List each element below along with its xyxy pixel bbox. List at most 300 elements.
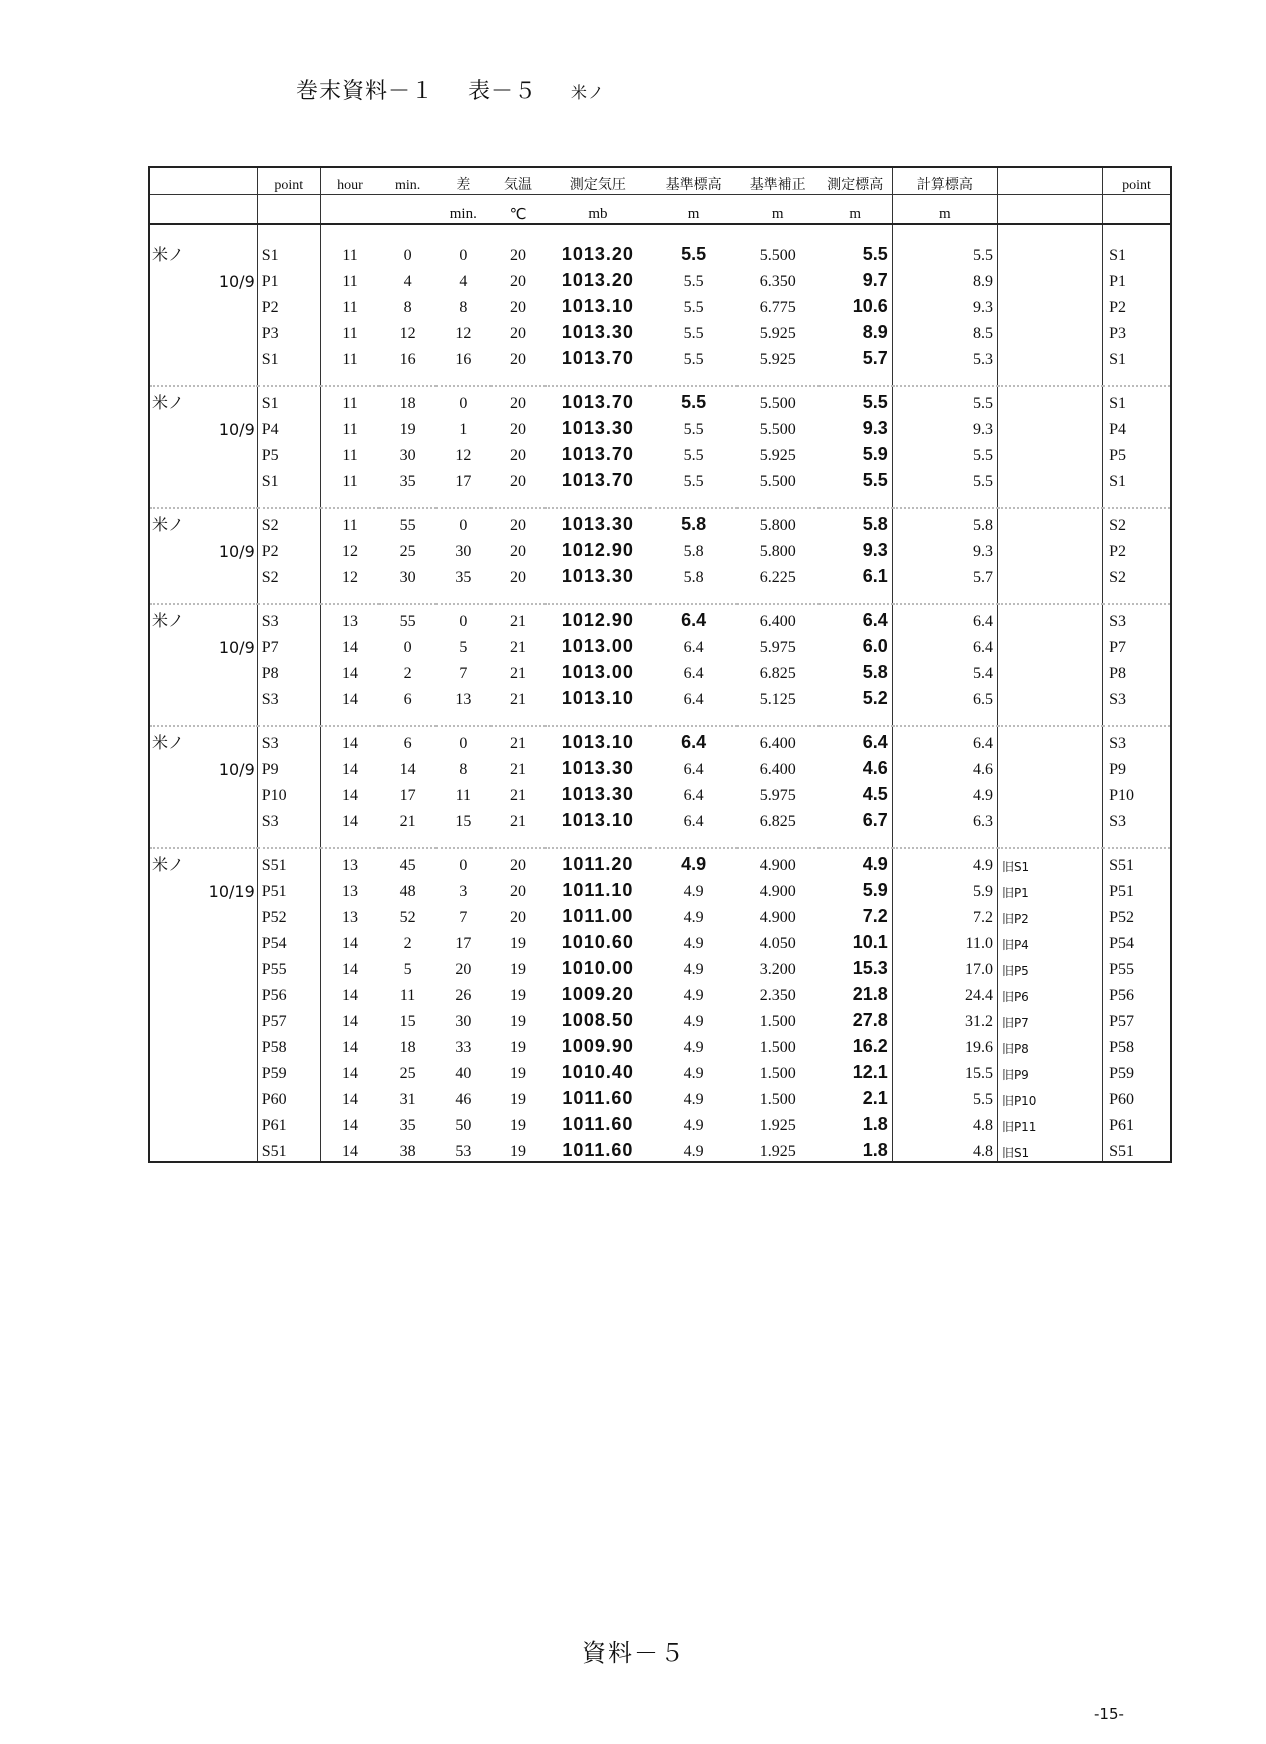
base-elev-cell: 5.8 — [683, 569, 704, 586]
calc-elev-cell: 5.5 — [892, 239, 997, 265]
extra-note-cell — [997, 657, 1102, 683]
separator-cell — [892, 587, 997, 604]
pressure-cell: 1013.10 — [561, 296, 634, 316]
footer-label: 資料－５ — [582, 1639, 686, 1667]
diff-cell: 35 — [455, 569, 472, 586]
group-cell-empty — [150, 1109, 257, 1135]
extra-note-cell: 旧P4 — [997, 927, 1102, 953]
separator-cell — [150, 831, 257, 848]
meas-elev-cell: 9.7 — [862, 270, 888, 290]
base-elev-cell: 5.5 — [683, 299, 704, 316]
min-cell: 19 — [399, 421, 416, 438]
table-row — [150, 1083, 1170, 1109]
table-row — [150, 1109, 1170, 1135]
point-right-cell: P2 — [1103, 291, 1170, 317]
point-right-cell: P9 — [1103, 753, 1170, 779]
separator-cell — [257, 491, 320, 508]
header-base-elev: 基準標高 — [650, 168, 736, 195]
base-elev-cell: 5.5 — [683, 351, 704, 368]
hour-cell: 11 — [320, 291, 379, 317]
pressure-cell: 1008.50 — [561, 1010, 634, 1030]
base-corr-cell: 6.825 — [759, 665, 796, 682]
separator-cell — [819, 491, 893, 508]
point-right-cell: P10 — [1103, 779, 1170, 805]
group-separator — [150, 587, 1170, 604]
meas-elev-cell: 21.8 — [852, 984, 888, 1004]
group-label: 米ノ — [152, 245, 185, 264]
table-row — [150, 631, 1170, 657]
temp-cell: 19 — [509, 1117, 526, 1134]
pressure-cell: 1013.00 — [561, 636, 634, 656]
base-elev-cell: 5.8 — [681, 514, 707, 534]
separator-cell — [997, 709, 1102, 726]
calc-elev-cell: 6.5 — [892, 683, 997, 709]
unit-calc-elev: m — [892, 195, 997, 225]
calc-elev-cell: 9.3 — [892, 535, 997, 561]
point-right-cell: S3 — [1103, 805, 1170, 831]
separator-cell — [819, 369, 893, 386]
calc-elev-cell: 4.6 — [892, 753, 997, 779]
page-number: -15- — [1094, 1705, 1124, 1723]
hour-cell: 13 — [320, 604, 379, 631]
separator-cell — [436, 831, 491, 848]
table-row — [150, 1005, 1170, 1031]
top-spacer — [150, 224, 1170, 239]
calc-elev-cell: 5.9 — [892, 875, 997, 901]
pressure-cell: 1013.70 — [561, 392, 634, 412]
base-corr-cell: 4.900 — [759, 909, 796, 926]
point-cell: P5 — [257, 439, 320, 465]
base-elev-cell: 6.4 — [683, 813, 704, 830]
extra-note-cell: 旧P5 — [997, 953, 1102, 979]
separator-cell — [320, 369, 379, 386]
point-cell: P52 — [257, 901, 320, 927]
unit-extra — [997, 195, 1102, 225]
calc-elev-cell: 5.4 — [892, 657, 997, 683]
extra-note-cell — [997, 753, 1102, 779]
table-row — [150, 753, 1170, 779]
base-elev-cell: 5.5 — [683, 273, 704, 290]
separator-cell — [436, 709, 491, 726]
separator-cell — [737, 587, 819, 604]
base-elev-cell: 4.9 — [683, 883, 704, 900]
base-corr-cell: 6.400 — [759, 613, 796, 630]
base-corr-cell: 5.925 — [759, 325, 796, 342]
spacer-cell — [379, 224, 436, 239]
separator-cell — [819, 831, 893, 848]
calc-elev-cell: 11.0 — [892, 927, 997, 953]
pressure-cell: 1013.10 — [561, 732, 634, 752]
pressure-cell: 1009.90 — [561, 1036, 634, 1056]
diff-cell: 33 — [455, 1039, 472, 1056]
hour-cell: 11 — [320, 508, 379, 535]
extra-note-cell — [997, 805, 1102, 831]
calc-elev-cell: 4.8 — [892, 1135, 997, 1161]
table-row — [150, 848, 1170, 875]
base-corr-cell: 1.500 — [759, 1065, 796, 1082]
point-right-cell: S3 — [1103, 604, 1170, 631]
base-corr-cell: 1.925 — [759, 1143, 796, 1160]
point-right-cell: S1 — [1103, 386, 1170, 413]
table-row — [150, 465, 1170, 491]
group-cell-empty — [150, 805, 257, 831]
header-diff: 差 — [436, 168, 491, 195]
meas-elev-cell: 8.9 — [862, 322, 888, 342]
separator-cell — [379, 709, 436, 726]
pressure-cell: 1009.20 — [561, 984, 634, 1004]
diff-cell: 8 — [459, 761, 468, 778]
pressure-cell: 1011.20 — [562, 854, 634, 874]
calc-elev-cell: 5.5 — [892, 439, 997, 465]
hour-cell: 12 — [320, 561, 379, 587]
temp-cell: 20 — [509, 351, 526, 368]
table-row — [150, 979, 1170, 1005]
title-part-2: 表－５ — [468, 79, 538, 104]
hour-cell: 13 — [320, 901, 379, 927]
extra-note-cell: 旧P7 — [997, 1005, 1102, 1031]
temp-cell: 21 — [509, 665, 526, 682]
point-cell: P7 — [257, 631, 320, 657]
extra-note-cell — [997, 604, 1102, 631]
unit-base-elev: m — [650, 195, 736, 225]
point-right-cell: P4 — [1103, 413, 1170, 439]
group-cell-empty — [150, 343, 257, 369]
separator-cell — [997, 369, 1102, 386]
table-header — [150, 168, 1170, 224]
table-row — [150, 1135, 1170, 1161]
temp-cell: 19 — [509, 1091, 526, 1108]
base-elev-cell: 5.5 — [683, 421, 704, 438]
separator-cell — [650, 709, 736, 726]
group-cell-empty — [150, 465, 257, 491]
spacer-cell — [892, 224, 997, 239]
diff-cell: 0 — [459, 735, 468, 752]
diff-cell: 11 — [455, 787, 472, 804]
calc-elev-cell: 4.9 — [892, 779, 997, 805]
point-right-cell: P59 — [1103, 1057, 1170, 1083]
spacer-cell — [1103, 224, 1170, 239]
base-elev-cell: 4.9 — [683, 935, 704, 952]
extra-note-cell: 旧S1 — [997, 1135, 1102, 1161]
table-row — [150, 1057, 1170, 1083]
point-cell: P56 — [257, 979, 320, 1005]
temp-cell: 20 — [509, 273, 526, 290]
min-cell: 16 — [399, 351, 416, 368]
separator-cell — [650, 831, 736, 848]
extra-note-cell: 旧P11 — [997, 1109, 1102, 1135]
header-hour: hour — [320, 168, 379, 195]
separator-cell — [320, 587, 379, 604]
base-corr-cell: 6.400 — [759, 735, 796, 752]
diff-cell: 53 — [455, 1143, 472, 1160]
pressure-cell: 1013.30 — [561, 784, 634, 804]
extra-note-cell: 旧P2 — [997, 901, 1102, 927]
hour-cell: 14 — [320, 1031, 379, 1057]
meas-elev-cell: 1.8 — [862, 1114, 888, 1134]
base-corr-cell: 3.200 — [759, 961, 796, 978]
point-cell: S3 — [257, 805, 320, 831]
meas-elev-cell: 10.6 — [852, 296, 888, 316]
base-elev-cell: 6.4 — [681, 610, 707, 630]
temp-cell: 20 — [509, 883, 526, 900]
diff-cell: 30 — [455, 543, 472, 560]
spacer-cell — [545, 224, 650, 239]
calc-elev-cell: 19.6 — [892, 1031, 997, 1057]
calc-elev-cell: 31.2 — [892, 1005, 997, 1031]
header-min: min. — [379, 168, 436, 195]
separator-cell — [257, 587, 320, 604]
point-right-cell: P5 — [1103, 439, 1170, 465]
min-cell: 55 — [399, 517, 416, 534]
group-label: 米ノ — [152, 611, 185, 630]
diff-cell: 0 — [459, 857, 468, 874]
point-cell: P8 — [257, 657, 320, 683]
min-cell: 2 — [403, 935, 412, 952]
base-corr-cell: 6.400 — [759, 761, 796, 778]
base-corr-cell: 4.050 — [759, 935, 796, 952]
diff-cell: 8 — [459, 299, 468, 316]
temp-cell: 21 — [509, 691, 526, 708]
base-corr-cell: 5.975 — [759, 639, 796, 656]
point-right-cell: P55 — [1103, 953, 1170, 979]
point-cell: P4 — [257, 413, 320, 439]
temp-cell: 19 — [509, 1143, 526, 1160]
separator-cell — [320, 709, 379, 726]
hour-cell: 11 — [320, 465, 379, 491]
meas-elev-cell: 5.2 — [862, 688, 888, 708]
separator-cell — [491, 369, 546, 386]
base-elev-cell: 6.4 — [683, 761, 704, 778]
base-elev-cell: 5.5 — [683, 473, 704, 490]
min-cell: 5 — [403, 961, 412, 978]
meas-elev-cell: 2.1 — [862, 1088, 888, 1108]
unit-point-right — [1103, 195, 1170, 225]
group-label: 米ノ — [152, 733, 185, 752]
spacer-cell — [257, 224, 320, 239]
diff-cell: 5 — [459, 639, 468, 656]
separator-cell — [545, 709, 650, 726]
temp-cell: 20 — [509, 447, 526, 464]
base-corr-cell: 1.925 — [759, 1117, 796, 1134]
point-cell: S2 — [257, 561, 320, 587]
temp-cell: 20 — [509, 857, 526, 874]
base-corr-cell: 6.225 — [759, 569, 796, 586]
calc-elev-cell: 8.5 — [892, 317, 997, 343]
group-cell-empty — [150, 657, 257, 683]
base-corr-cell: 5.800 — [759, 543, 796, 560]
group-cell-empty — [150, 1135, 257, 1161]
point-right-cell: S51 — [1103, 1135, 1170, 1161]
diff-cell: 1 — [459, 421, 468, 438]
group-cell-empty — [150, 683, 257, 709]
group-cell-empty — [150, 901, 257, 927]
separator-cell — [1103, 831, 1170, 848]
diff-cell: 40 — [455, 1065, 472, 1082]
meas-elev-cell: 5.8 — [862, 662, 888, 682]
min-cell: 30 — [399, 569, 416, 586]
point-right-cell: P1 — [1103, 265, 1170, 291]
hour-cell: 14 — [320, 753, 379, 779]
hour-cell: 14 — [320, 1135, 379, 1161]
spacer-cell — [819, 224, 893, 239]
separator-cell — [257, 369, 320, 386]
hour-cell: 12 — [320, 535, 379, 561]
base-elev-cell: 4.9 — [683, 1143, 704, 1160]
separator-cell — [379, 491, 436, 508]
diff-cell: 15 — [455, 813, 472, 830]
diff-cell: 0 — [459, 613, 468, 630]
extra-note-cell — [997, 508, 1102, 535]
hour-cell: 14 — [320, 657, 379, 683]
extra-note-cell: 旧P6 — [997, 979, 1102, 1005]
point-right-cell: P58 — [1103, 1031, 1170, 1057]
temp-cell: 20 — [509, 569, 526, 586]
table-body — [150, 224, 1170, 1161]
group-cell-empty — [150, 1005, 257, 1031]
temp-cell: 20 — [509, 325, 526, 342]
extra-note-cell — [997, 291, 1102, 317]
extra-note-cell — [997, 413, 1102, 439]
pressure-cell: 1013.00 — [561, 662, 634, 682]
pressure-cell: 1013.10 — [561, 688, 634, 708]
pressure-cell: 1012.90 — [561, 540, 634, 560]
table-row — [150, 604, 1170, 631]
min-cell: 35 — [399, 473, 416, 490]
hour-cell: 14 — [320, 779, 379, 805]
point-cell: P2 — [257, 291, 320, 317]
diff-cell: 17 — [455, 473, 472, 490]
base-corr-cell: 5.500 — [759, 247, 796, 264]
extra-note-cell — [997, 265, 1102, 291]
group-label: 米ノ — [152, 393, 185, 412]
calc-elev-cell: 17.0 — [892, 953, 997, 979]
survey-table-container — [148, 166, 1172, 1163]
hour-cell: 14 — [320, 979, 379, 1005]
group-date: 10/9 — [218, 420, 255, 439]
pressure-cell: 1011.60 — [562, 1140, 634, 1160]
point-cell: P10 — [257, 779, 320, 805]
meas-elev-cell: 9.3 — [862, 418, 888, 438]
min-cell: 45 — [399, 857, 416, 874]
spacer-cell — [997, 224, 1102, 239]
separator-cell — [650, 587, 736, 604]
diff-cell: 12 — [455, 325, 472, 342]
point-right-cell: S2 — [1103, 508, 1170, 535]
hour-cell: 14 — [320, 1005, 379, 1031]
base-elev-cell: 4.9 — [683, 1065, 704, 1082]
temp-cell: 20 — [509, 473, 526, 490]
meas-elev-cell: 4.9 — [862, 854, 888, 874]
extra-note-cell — [997, 779, 1102, 805]
pressure-cell: 1013.30 — [561, 758, 634, 778]
pressure-cell: 1011.00 — [562, 906, 634, 926]
calc-elev-cell: 4.9 — [892, 848, 997, 875]
point-right-cell: P60 — [1103, 1083, 1170, 1109]
min-cell: 18 — [399, 1039, 416, 1056]
min-cell: 25 — [399, 543, 416, 560]
pressure-cell: 1013.20 — [561, 244, 634, 264]
diff-cell: 30 — [455, 1013, 472, 1030]
header-point-right: point — [1103, 168, 1170, 195]
point-cell: P58 — [257, 1031, 320, 1057]
point-cell: S3 — [257, 683, 320, 709]
separator-cell — [379, 587, 436, 604]
meas-elev-cell: 6.4 — [862, 610, 888, 630]
base-elev-cell: 5.5 — [681, 244, 707, 264]
pressure-cell: 1013.20 — [561, 270, 634, 290]
table-row — [150, 657, 1170, 683]
separator-cell — [150, 709, 257, 726]
point-cell: S51 — [257, 1135, 320, 1161]
calc-elev-cell: 5.8 — [892, 508, 997, 535]
calc-elev-cell: 5.5 — [892, 1083, 997, 1109]
unit-diff: min. — [436, 195, 491, 225]
diff-cell: 12 — [455, 447, 472, 464]
table-row — [150, 1031, 1170, 1057]
calc-elev-cell: 15.5 — [892, 1057, 997, 1083]
table-row — [150, 439, 1170, 465]
extra-note-cell — [997, 631, 1102, 657]
separator-cell — [436, 587, 491, 604]
group-cell-empty — [150, 927, 257, 953]
pressure-cell: 1011.60 — [562, 1088, 634, 1108]
calc-elev-cell: 7.2 — [892, 901, 997, 927]
extra-note-cell — [997, 439, 1102, 465]
group-cell-empty — [150, 1083, 257, 1109]
header-base-corr: 基準補正 — [737, 168, 819, 195]
spacer-cell — [150, 224, 257, 239]
hour-cell: 13 — [320, 875, 379, 901]
meas-elev-cell: 10.1 — [852, 932, 888, 952]
calc-elev-cell: 6.4 — [892, 631, 997, 657]
group-cell-empty — [150, 439, 257, 465]
hour-cell: 13 — [320, 848, 379, 875]
point-cell: S3 — [257, 726, 320, 753]
temp-cell: 19 — [509, 1039, 526, 1056]
table-row — [150, 927, 1170, 953]
point-cell: S1 — [257, 343, 320, 369]
separator-cell — [491, 709, 546, 726]
hour-cell: 14 — [320, 927, 379, 953]
separator-cell — [1103, 369, 1170, 386]
min-cell: 6 — [403, 735, 412, 752]
separator-cell — [491, 831, 546, 848]
base-elev-cell: 4.9 — [681, 854, 707, 874]
min-cell: 0 — [403, 639, 412, 656]
unit-hour — [320, 195, 379, 225]
pressure-cell: 1012.90 — [561, 610, 634, 630]
table-row — [150, 413, 1170, 439]
calc-elev-cell: 6.4 — [892, 726, 997, 753]
separator-cell — [819, 587, 893, 604]
header-temp: 気温 — [491, 168, 546, 195]
separator-cell — [892, 831, 997, 848]
table-row — [150, 683, 1170, 709]
separator-cell — [892, 709, 997, 726]
unit-point — [257, 195, 320, 225]
base-elev-cell: 4.9 — [683, 909, 704, 926]
temp-cell: 21 — [509, 613, 526, 630]
min-cell: 14 — [399, 761, 416, 778]
group-label: 米ノ — [152, 855, 185, 874]
table-row — [150, 875, 1170, 901]
point-right-cell: S1 — [1103, 465, 1170, 491]
min-cell: 15 — [399, 1013, 416, 1030]
min-cell: 35 — [399, 1117, 416, 1134]
temp-cell: 20 — [509, 395, 526, 412]
extra-note-cell — [997, 465, 1102, 491]
point-cell: P59 — [257, 1057, 320, 1083]
